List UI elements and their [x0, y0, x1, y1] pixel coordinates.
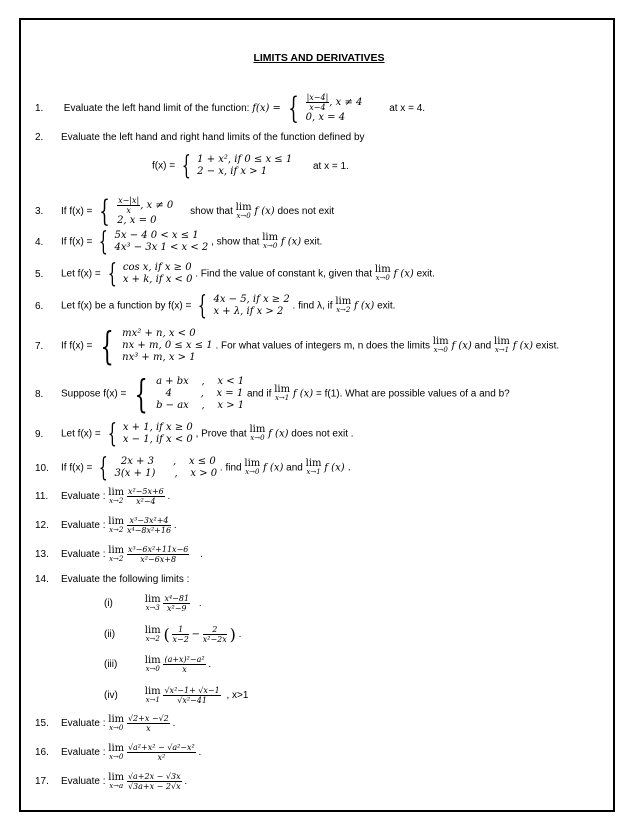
question-5: 5. Let f(x) = { cos x, if x ≥ 0 x + k, if x < 0 . Find the value of constant k, given that lim x→0 f (x) exit. [35, 259, 435, 289]
question-14-ii: (ii) lim x→2 ( $\frac{1}{x-2}$ − $\frac{2}{\text{x²−2x}}$ ) . [104, 624, 242, 644]
piecewise: $\frac{|x-4|}{x-4}$ , x ≠ 4 0, x = 4 [305, 93, 363, 123]
question-14-iv: (iv) lim x→1 $\frac{\text{√x²−1+ √x−1}}{\text{√x²−41}}$ , x>1 [104, 685, 249, 705]
question-12: 12. Evaluate : lim x→2 $\frac{\text{x³−3x²+4}}{\text{x⁴−8x²+16}}$ . [35, 515, 177, 535]
question-4: 4. If f(x) = { 5x − 4 0 < x ≤ 1 4x³ − 3x 1 < x < 2 , show that lim x→0 f (x) exit. [35, 227, 323, 257]
question-2: 2. Evaluate the left hand and right hand limits of the function defined by [35, 132, 365, 143]
question-13: 13. Evaluate : lim x→2 $\frac{\text{x³−6x²+11x−6}}{\text{x²−6x+8}}$ . [35, 544, 203, 564]
question-17: 17. Evaluate : lim x→a $\frac{√a+2x - √3x}{√3a+x - 2√x}$ . [35, 771, 188, 791]
question-2-function: f(x) = { 1 + x², if 0 ≤ x ≤ 1 2 − x, if x > 1 at x = 1. [152, 151, 349, 181]
question-10: 10. If f(x) = { 2x + 3 , x ≤ 0 3(x + 1) , x > 0 . find lim x→0 f (x) and lim x→1 f (x) . [35, 453, 351, 483]
page-title: LIMITS AND DERIVATIVES [253, 52, 385, 64]
question-14: 14. Evaluate the following limits : [35, 574, 190, 585]
question-14-i: (i) lim x→3 $\frac{\text{x⁴−81}}{\text{x²−9}}$ . [104, 593, 202, 613]
question-14-iii: (iii) lim x→0 $\frac{\text{(a+x)²−a²}}{x}$ . [104, 654, 212, 674]
question-6: 6. Let f(x) be a function by f(x) = { 4x − 5, if x ≥ 2 x + λ, if x > 2 . find λ, if lim x→2 f (x) exit. [35, 291, 396, 321]
question-7: 7. If f(x) = { mx² + n, x < 0 nx + m, 0 ≤ x ≤ 1 nx³ + m, x > 1 . For what values of integers m, n does the limits lim x→0 f (x) and lim x→1 f (x) exist. [35, 324, 560, 368]
question-11: 11. Evaluate : lim x→2 $\frac{\text{x²−5x+6}}{\text{x²−4}}$ . [35, 486, 171, 506]
question-8: 8. Suppose f(x) = { a + bx , x < 1 4 , x = 1 b − ax , x > 1 and if lim x→1 f (x) = f(1). What are possible values of a and b? [35, 372, 510, 416]
question-9: 9. Let f(x) = { x + 1, if x ≥ 0 x − 1, if x < 0 , Prove that lim x→0 f (x) does not exit . [35, 419, 354, 449]
question-3: 3. If f(x) = { $\frac{x-|x|}{x}$ , x ≠ 0 2, x = 0 show that lim x→0 f (x) does not exit [35, 193, 335, 229]
question-1: 1. Evaluate the left hand limit of the function: f(x) = { $\frac{|x-4|}{x-4}$ , x ≠ 4 0, x = 4 at x = 4. [35, 90, 426, 126]
question-16: 16. Evaluate : lim x→0 $\frac{\text{√a²+x² − √a²−x²}}{\text{x²}}$ . [35, 742, 202, 762]
question-15: 15. Evaluate : lim x→0 $\frac{√2+x -√2}{x}$ . [35, 713, 176, 733]
